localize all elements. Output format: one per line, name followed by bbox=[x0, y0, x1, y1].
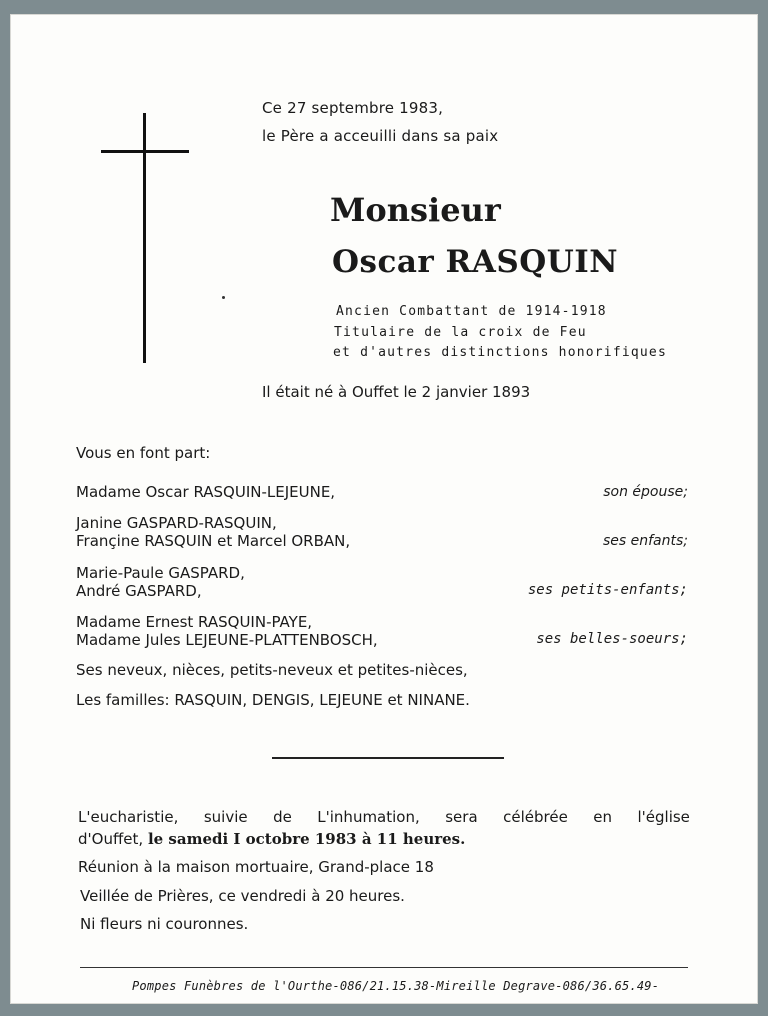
footer-credits: Pompes Funèbres de l'Ourthe-086/21.15.38-Mireille Degrave-086/36.65.49- bbox=[132, 979, 660, 993]
ink-speck bbox=[222, 296, 225, 299]
child-name-2: Françine RASQUIN et Marcel ORBAN, bbox=[76, 532, 351, 550]
footer-rule bbox=[80, 967, 688, 968]
title-cross: Titulaire de la croix de Feu bbox=[334, 325, 587, 340]
ceremony-place: d'Ouffet, bbox=[78, 830, 144, 848]
ceremony-line-2 bbox=[78, 830, 465, 848]
relation-spouse: son épouse; bbox=[603, 484, 688, 500]
birth-info: Il était né à Ouffet le 2 janvier 1893 bbox=[262, 383, 531, 401]
flowers-note: Ni fleurs ni couronnes. bbox=[80, 915, 249, 933]
ceremony-date: le samedi I octobre 1983 à 11 heures. bbox=[147, 830, 466, 848]
ceremony-word: L'eucharistie, bbox=[78, 808, 179, 826]
ceremony-word: en bbox=[593, 808, 613, 826]
ceremony-word: l'église bbox=[637, 808, 690, 826]
announcers-heading: Vous en font part: bbox=[76, 444, 211, 462]
extended-family: Ses neveux, nièces, petits-neveux et petites-nièces, bbox=[76, 661, 468, 679]
relation-grandchildren: ses petits-enfants; bbox=[527, 582, 688, 598]
ceremony-word: de bbox=[273, 808, 292, 826]
title-distinctions: et d'autres distinctions honorifiques bbox=[333, 345, 667, 360]
sister-in-law-2: Madame Jules LEJEUNE-PLATTENBOSCH, bbox=[76, 631, 378, 649]
ceremony-word: sera bbox=[445, 808, 478, 826]
intro-date: Ce 27 septembre 1983, bbox=[262, 99, 444, 117]
reunion-info: Réunion à la maison mortuaire, Grand-place 18 bbox=[78, 858, 434, 876]
spouse-name: Madame Oscar RASQUIN-LEJEUNE, bbox=[76, 483, 336, 501]
title-veteran: Ancien Combattant de 1914-1918 bbox=[336, 304, 607, 319]
honorific: Monsieur bbox=[330, 191, 501, 229]
child-name-1: Janine GASPARD-RASQUIN, bbox=[76, 514, 277, 532]
section-divider bbox=[272, 757, 504, 759]
ceremony-word: suivie bbox=[203, 808, 248, 826]
relation-children: ses enfants; bbox=[602, 533, 688, 549]
deceased-name: Oscar RASQUIN bbox=[332, 244, 619, 280]
ceremony-line-1 bbox=[78, 808, 690, 826]
ceremony-word: L'inhumation, bbox=[317, 808, 420, 826]
relation-sisters-in-law: ses belles-soeurs; bbox=[536, 631, 688, 647]
sister-in-law-1: Madame Ernest RASQUIN-PAYE, bbox=[76, 613, 313, 631]
grandchild-name-1: Marie-Paule GASPARD, bbox=[76, 564, 245, 582]
vigil-info: Veillée de Prières, ce vendredi à 20 heures. bbox=[80, 887, 405, 905]
ceremony-word: célébrée bbox=[503, 808, 568, 826]
cross-icon-horizontal bbox=[101, 150, 189, 153]
obituary-card bbox=[10, 14, 758, 1004]
families-list: Les familles: RASQUIN, DENGIS, LEJEUNE et NINANE. bbox=[76, 691, 470, 709]
grandchild-name-2: André GASPARD, bbox=[76, 582, 202, 600]
intro-peace: le Père a acceuilli dans sa paix bbox=[262, 127, 499, 145]
